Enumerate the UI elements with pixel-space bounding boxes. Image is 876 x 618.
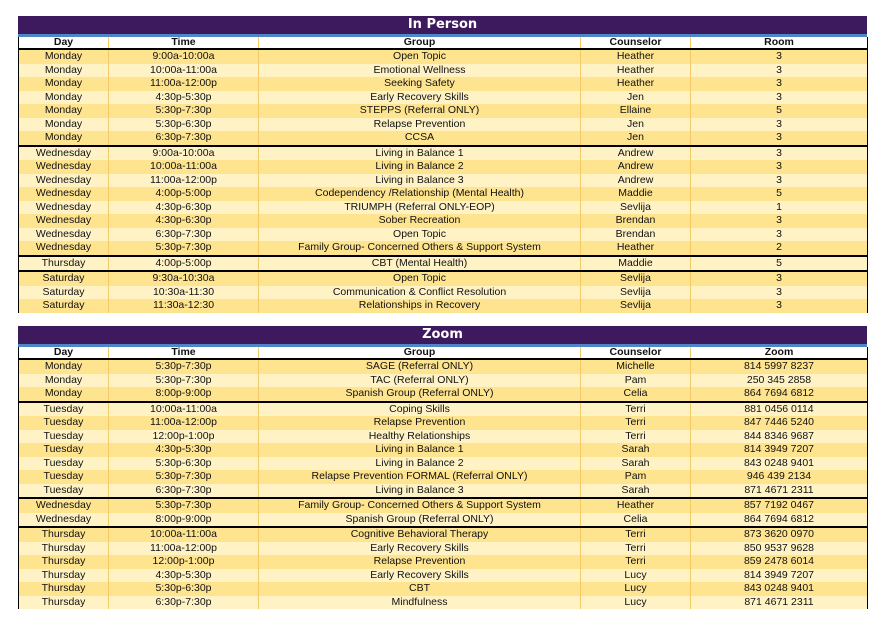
table-row: [19, 187, 868, 201]
cell-day: Monday: [19, 374, 109, 388]
cell-time: 4:30p-5:30p: [109, 443, 259, 457]
cell-counselor: Heather: [581, 64, 691, 78]
table-row: [19, 527, 868, 542]
cell-zoom-id: 814 3949 7207: [691, 569, 868, 583]
cell-zoom-id: 843 0248 9401: [691, 582, 868, 596]
cell-group: Relapse Prevention: [259, 555, 581, 569]
cell-zoom-id: 844 8346 9687: [691, 430, 868, 444]
cell-counselor: Pam: [581, 470, 691, 484]
cell-counselor: Andrew: [581, 160, 691, 174]
cell-day: Tuesday: [19, 470, 109, 484]
cell-time: 5:30p-7:30p: [109, 374, 259, 388]
cell-time: 11:30a-12:30: [109, 299, 259, 313]
cell-counselor: Heather: [581, 49, 691, 64]
cell-group: Seeking Safety: [259, 77, 581, 91]
cell-room: 2: [691, 241, 868, 256]
cell-day: Thursday: [19, 527, 109, 542]
cell-counselor: Sevlija: [581, 201, 691, 215]
cell-counselor: Sevlija: [581, 286, 691, 300]
cell-counselor: Lucy: [581, 569, 691, 583]
cell-zoom-id: 843 0248 9401: [691, 457, 868, 471]
cell-time: 11:00a-12:00p: [109, 77, 259, 91]
cell-counselor: Pam: [581, 374, 691, 388]
cell-day: Monday: [19, 64, 109, 78]
cell-day: Wednesday: [19, 513, 109, 528]
cell-day: Tuesday: [19, 443, 109, 457]
cell-room: 3: [691, 299, 868, 313]
cell-time: 6:30p-7:30p: [109, 228, 259, 242]
cell-counselor: Brendan: [581, 214, 691, 228]
cell-group: Relapse Prevention: [259, 416, 581, 430]
cell-day: Wednesday: [19, 241, 109, 256]
cell-room: 5: [691, 104, 868, 118]
cell-group: TRIUMPH (Referral ONLY-EOP): [259, 201, 581, 215]
cell-day: Monday: [19, 131, 109, 146]
cell-day: Thursday: [19, 569, 109, 583]
cell-group: Living in Balance 3: [259, 174, 581, 188]
cell-group: STEPPS (Referral ONLY): [259, 104, 581, 118]
cell-counselor: Lucy: [581, 582, 691, 596]
table-row: [19, 118, 868, 132]
cell-day: Monday: [19, 104, 109, 118]
table-row: [19, 131, 868, 146]
cell-time: 12:00p-1:00p: [109, 430, 259, 444]
cell-time: 5:30p-6:30p: [109, 582, 259, 596]
cell-group: SAGE (Referral ONLY): [259, 359, 581, 374]
table-row: [19, 174, 868, 188]
cell-day: Wednesday: [19, 146, 109, 161]
cell-zoom-id: 859 2478 6014: [691, 555, 868, 569]
cell-counselor: Jen: [581, 118, 691, 132]
table-row: [19, 160, 868, 174]
cell-time: 11:00a-12:00p: [109, 174, 259, 188]
cell-time: 9:00a-10:00a: [109, 146, 259, 161]
cell-group: Early Recovery Skills: [259, 91, 581, 105]
cell-day: Monday: [19, 77, 109, 91]
table-row: [19, 104, 868, 118]
cell-counselor: Heather: [581, 498, 691, 513]
table-row: [19, 49, 868, 64]
table-row: [19, 416, 868, 430]
cell-counselor: Terri: [581, 527, 691, 542]
cell-group: Open Topic: [259, 271, 581, 286]
table-row: [19, 430, 868, 444]
cell-room: 3: [691, 49, 868, 64]
cell-counselor: Andrew: [581, 174, 691, 188]
cell-counselor: Sarah: [581, 484, 691, 499]
cell-counselor: Ellaine: [581, 104, 691, 118]
cell-group: Codependency /Relationship (Mental Health): [259, 187, 581, 201]
cell-counselor: Michelle: [581, 359, 691, 374]
cell-time: 10:00a-11:00a: [109, 402, 259, 417]
cell-zoom-id: 814 3949 7207: [691, 443, 868, 457]
cell-counselor: Terri: [581, 430, 691, 444]
cell-time: 8:00p-9:00p: [109, 513, 259, 528]
zoom-section: [18, 326, 867, 609]
cell-group: Early Recovery Skills: [259, 569, 581, 583]
cell-group: Open Topic: [259, 49, 581, 64]
cell-counselor: Lucy: [581, 596, 691, 610]
cell-room: 3: [691, 271, 868, 286]
cell-day: Tuesday: [19, 416, 109, 430]
table-row: [19, 443, 868, 457]
cell-zoom-id: 850 9537 9628: [691, 542, 868, 556]
cell-time: 4:00p-5:00p: [109, 187, 259, 201]
cell-room: 5: [691, 187, 868, 201]
cell-day: Monday: [19, 91, 109, 105]
table-row: [19, 271, 868, 286]
header-day: Day: [19, 347, 109, 359]
cell-day: Thursday: [19, 555, 109, 569]
cell-group: CCSA: [259, 131, 581, 146]
cell-time: 5:30p-7:30p: [109, 498, 259, 513]
cell-time: 6:30p-7:30p: [109, 596, 259, 610]
table-row: [19, 146, 868, 161]
cell-room: 3: [691, 131, 868, 146]
cell-group: Spanish Group (Referral ONLY): [259, 387, 581, 402]
cell-group: Family Group- Concerned Others & Support System: [259, 241, 581, 256]
table-row: [19, 542, 868, 556]
cell-counselor: Andrew: [581, 146, 691, 161]
cell-counselor: Terri: [581, 402, 691, 417]
cell-counselor: Sarah: [581, 457, 691, 471]
table-row: [19, 241, 868, 256]
cell-time: 4:30p-6:30p: [109, 201, 259, 215]
header-counselor: Counselor: [581, 347, 691, 359]
cell-room: 3: [691, 286, 868, 300]
table-row: [19, 457, 868, 471]
cell-day: Tuesday: [19, 484, 109, 499]
cell-zoom-id: 881 0456 0114: [691, 402, 868, 417]
cell-time: 5:30p-6:30p: [109, 118, 259, 132]
cell-time: 5:30p-7:30p: [109, 241, 259, 256]
cell-counselor: Heather: [581, 77, 691, 91]
table-row: [19, 201, 868, 215]
cell-counselor: Celia: [581, 387, 691, 402]
table-row: [19, 77, 868, 91]
cell-group: Early Recovery Skills: [259, 542, 581, 556]
cell-day: Monday: [19, 359, 109, 374]
zoom-title: Zoom: [18, 326, 867, 344]
cell-room: 3: [691, 146, 868, 161]
cell-counselor: Heather: [581, 241, 691, 256]
cell-time: 6:30p-7:30p: [109, 484, 259, 499]
in-person-section: [18, 16, 867, 313]
table-row: [19, 387, 868, 402]
table-row: [19, 374, 868, 388]
table-row: [19, 402, 868, 417]
cell-day: Thursday: [19, 542, 109, 556]
cell-zoom-id: 873 3620 0970: [691, 527, 868, 542]
cell-zoom-id: 864 7694 6812: [691, 513, 868, 528]
header-room: Room: [691, 37, 868, 49]
cell-time: 4:30p-5:30p: [109, 91, 259, 105]
cell-time: 11:00a-12:00p: [109, 542, 259, 556]
cell-zoom-id: 871 4671 2311: [691, 596, 868, 610]
cell-group: Relapse Prevention: [259, 118, 581, 132]
cell-group: Coping Skills: [259, 402, 581, 417]
cell-counselor: Jen: [581, 91, 691, 105]
cell-group: Living in Balance 3: [259, 484, 581, 499]
cell-day: Monday: [19, 49, 109, 64]
cell-time: 5:30p-7:30p: [109, 104, 259, 118]
cell-day: Thursday: [19, 582, 109, 596]
cell-day: Thursday: [19, 596, 109, 610]
header-zoom-id: Zoom: [691, 347, 868, 359]
cell-time: 12:00p-1:00p: [109, 555, 259, 569]
cell-group: CBT: [259, 582, 581, 596]
cell-group: Emotional Wellness: [259, 64, 581, 78]
table-row: [19, 91, 868, 105]
cell-group: Communication & Conflict Resolution: [259, 286, 581, 300]
cell-group: TAC (Referral ONLY): [259, 374, 581, 388]
cell-group: Mindfulness: [259, 596, 581, 610]
zoom-body: [19, 359, 868, 609]
cell-zoom-id: 814 5997 8237: [691, 359, 868, 374]
cell-counselor: Terri: [581, 555, 691, 569]
table-row: [19, 359, 868, 374]
cell-counselor: Jen: [581, 131, 691, 146]
table-row: [19, 228, 868, 242]
cell-time: 9:30a-10:30a: [109, 271, 259, 286]
cell-counselor: Sevlija: [581, 299, 691, 313]
table-row: [19, 256, 868, 272]
cell-room: 3: [691, 64, 868, 78]
zoom-header-row: [19, 347, 868, 359]
cell-group: CBT (Mental Health): [259, 256, 581, 272]
cell-zoom-id: 864 7694 6812: [691, 387, 868, 402]
cell-day: Wednesday: [19, 160, 109, 174]
cell-group: Living in Balance 1: [259, 146, 581, 161]
cell-group: Living in Balance 1: [259, 443, 581, 457]
table-row: [19, 64, 868, 78]
cell-counselor: Sevlija: [581, 271, 691, 286]
table-row: [19, 569, 868, 583]
header-group: Group: [259, 37, 581, 49]
cell-group: Relationships in Recovery: [259, 299, 581, 313]
table-row: [19, 596, 868, 610]
cell-day: Saturday: [19, 271, 109, 286]
cell-room: 3: [691, 214, 868, 228]
cell-counselor: Celia: [581, 513, 691, 528]
cell-room: 3: [691, 174, 868, 188]
cell-day: Saturday: [19, 299, 109, 313]
cell-counselor: Maddie: [581, 256, 691, 272]
cell-counselor: Terri: [581, 416, 691, 430]
cell-room: 1: [691, 201, 868, 215]
cell-time: 11:00a-12:00p: [109, 416, 259, 430]
in-person-table: [18, 37, 868, 313]
cell-zoom-id: 946 439 2134: [691, 470, 868, 484]
cell-room: 3: [691, 77, 868, 91]
cell-zoom-id: 250 345 2858: [691, 374, 868, 388]
cell-day: Saturday: [19, 286, 109, 300]
table-row: [19, 582, 868, 596]
cell-day: Wednesday: [19, 214, 109, 228]
table-row: [19, 214, 868, 228]
cell-day: Wednesday: [19, 498, 109, 513]
in-person-title: In Person: [18, 16, 867, 34]
cell-day: Monday: [19, 387, 109, 402]
zoom-table: [18, 347, 868, 609]
cell-zoom-id: 847 7446 5240: [691, 416, 868, 430]
table-row: [19, 513, 868, 528]
cell-time: 10:00a-11:00a: [109, 160, 259, 174]
cell-time: 5:30p-7:30p: [109, 359, 259, 374]
cell-day: Wednesday: [19, 201, 109, 215]
cell-room: 3: [691, 91, 868, 105]
cell-time: 5:30p-7:30p: [109, 470, 259, 484]
in-person-header-row: [19, 37, 868, 49]
cell-time: 9:00a-10:00a: [109, 49, 259, 64]
table-row: [19, 299, 868, 313]
table-row: [19, 498, 868, 513]
cell-group: Family Group- Concerned Others & Support System: [259, 498, 581, 513]
cell-day: Wednesday: [19, 187, 109, 201]
cell-time: 4:00p-5:00p: [109, 256, 259, 272]
cell-day: Tuesday: [19, 430, 109, 444]
cell-time: 10:00a-11:00a: [109, 527, 259, 542]
cell-room: 3: [691, 160, 868, 174]
cell-group: Cognitive Behavioral Therapy: [259, 527, 581, 542]
header-group: Group: [259, 347, 581, 359]
cell-group: Living in Balance 2: [259, 457, 581, 471]
cell-zoom-id: 857 7192 0467: [691, 498, 868, 513]
in-person-body: [19, 49, 868, 313]
cell-day: Wednesday: [19, 228, 109, 242]
cell-time: 6:30p-7:30p: [109, 131, 259, 146]
cell-counselor: Terri: [581, 542, 691, 556]
header-time: Time: [109, 37, 259, 49]
cell-group: Living in Balance 2: [259, 160, 581, 174]
cell-day: Tuesday: [19, 402, 109, 417]
cell-day: Tuesday: [19, 457, 109, 471]
header-counselor: Counselor: [581, 37, 691, 49]
cell-group: Healthy Relationships: [259, 430, 581, 444]
cell-time: 8:00p-9:00p: [109, 387, 259, 402]
table-row: [19, 286, 868, 300]
cell-counselor: Brendan: [581, 228, 691, 242]
cell-day: Wednesday: [19, 174, 109, 188]
cell-time: 10:30a-11:30: [109, 286, 259, 300]
cell-room: 5: [691, 256, 868, 272]
cell-time: 4:30p-5:30p: [109, 569, 259, 583]
cell-day: Thursday: [19, 256, 109, 272]
header-time: Time: [109, 347, 259, 359]
cell-zoom-id: 871 4671 2311: [691, 484, 868, 499]
cell-time: 10:00a-11:00a: [109, 64, 259, 78]
cell-group: Sober Recreation: [259, 214, 581, 228]
cell-room: 3: [691, 118, 868, 132]
cell-group: Open Topic: [259, 228, 581, 242]
cell-group: Relapse Prevention FORMAL (Referral ONLY): [259, 470, 581, 484]
header-day: Day: [19, 37, 109, 49]
table-row: [19, 555, 868, 569]
cell-time: 5:30p-6:30p: [109, 457, 259, 471]
cell-room: 3: [691, 228, 868, 242]
cell-day: Monday: [19, 118, 109, 132]
cell-counselor: Sarah: [581, 443, 691, 457]
table-row: [19, 470, 868, 484]
table-row: [19, 484, 868, 499]
cell-group: Spanish Group (Referral ONLY): [259, 513, 581, 528]
cell-counselor: Maddie: [581, 187, 691, 201]
cell-time: 4:30p-6:30p: [109, 214, 259, 228]
